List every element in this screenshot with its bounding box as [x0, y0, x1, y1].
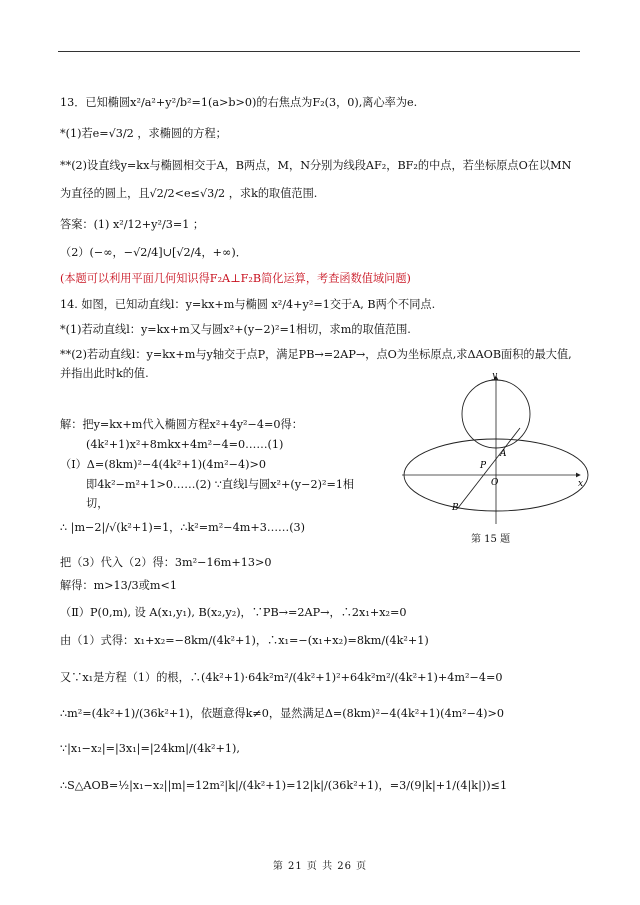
note-red: (本题可以利用平面几何知识得F₂A⊥F₂B简化运算，考查函数值域问题)	[60, 272, 411, 285]
solution-intro: 解：把y=kx+m代入椭圆方程x²+4y²−4=0得：	[60, 418, 303, 431]
header-rule	[58, 51, 580, 52]
solution-tangent: ∴ |m−2|/√(k²+1)=1，∴k²=m²−4m+3……(3)	[60, 521, 306, 534]
figure-caption: 第 15 题	[471, 534, 511, 545]
problem-13-part1: *(1)若e=√3/2 ，求椭圆的方程；	[60, 127, 227, 140]
ellipse-circle-diagram	[398, 368, 590, 526]
solution-x-diff: ∵|x₁−x₂|=|3x₁|=|24km|/(4k²+1),	[60, 742, 240, 755]
solution-substitute: 把（3）代入（2）得：3m²−16m+13>0	[60, 556, 272, 569]
solution-part2-setup: （Ⅱ）P(0,m), 设 A(x₁,y₁), B(x₂,y₂)，∵PB→=2AP→，∴2x₁+x₂=0	[60, 606, 407, 619]
problem-14-part1: *(1)若动直线l：y=kx+m又与圆x²+(y−2)²=1相切，求m的取值范围.	[60, 323, 411, 336]
line-l	[458, 428, 520, 508]
label-P: P	[480, 461, 487, 471]
label-x: x	[578, 479, 584, 489]
answer-1: 答案：(1) x²/12+y²/3=1 ；	[60, 218, 205, 231]
solution-vieta: 由（1）式得：x₁+x₂=−8km/(4k²+1)，∴x₁=−(x₁+x₂)=8km/(4k²+1)	[60, 634, 429, 647]
problem-13-part2: **(2)设直线y=kx与椭圆相交于A，B两点，M，N分别为线段AF₂，BF₂的中点，若坐标原点O在以MN	[60, 159, 572, 172]
label-A: A	[500, 449, 507, 459]
solution-root: 又∵x₁是方程（1）的根，∴(4k²+1)·64k²m²/(4k²+1)²+64k²m²/(4k²+1)+4m²−4=0	[60, 671, 503, 684]
problem-14-part2: **(2)若动直线l：y=kx+m与y轴交于点P，满足PB→=2AP→，点O为坐标原点,求ΔAOB面积的最大值,	[60, 348, 572, 361]
answer-2: （2）(−∞，−√2/4]∪[√2/4，+∞)．	[60, 246, 247, 259]
problem-figure	[398, 368, 590, 526]
page-footer: 第 21 页 共 26 页	[272, 861, 368, 872]
problem-13-part2-cont: 为直径的圆上，且√2/2<e≤√3/2 ，求k的取值范围.	[60, 187, 318, 200]
problem-14-stem: 14. 如图，已知动直线l：y=kx+m与椭圆 x²/4+y²=1交于A, B两个不同点.	[60, 298, 436, 311]
solution-area: ∴S△AOB=½|x₁−x₂||m|=12m²|k|/(4k²+1)=12|k|/(36k²+1)，=3/(9|k|+1/(4|k|))≤1	[60, 779, 508, 792]
label-y: y	[492, 371, 498, 381]
label-O: O	[491, 478, 499, 488]
solution-m2: ∴m²=(4k²+1)/(36k²+1)，依题意得k≠0，显然满足Δ=(8km)²−4(4k²+1)(4m²−4)>0	[60, 707, 505, 720]
solution-eq1: (4k²+1)x²+8mkx+4m²−4=0……(1)	[86, 438, 284, 451]
label-B: B	[452, 503, 459, 513]
problem-14-part2-cont: 并指出此时k的值.	[60, 367, 149, 380]
problem-13-stem: 13．已知椭圆x²/a²+y²/b²=1(a>b>0)的右焦点为F₂(3，0),离心率为e.	[60, 96, 418, 109]
solution-delta: （Ⅰ）Δ=(8km)²−4(4k²+1)(4m²−4)>0	[60, 458, 266, 471]
solution-eq2: 即4k²−m²+1>0……(2) ∵直线l与圆x²+(y−2)²=1相	[86, 478, 355, 491]
solution-m-range: 解得：m>13/3或m<1	[60, 579, 177, 592]
solution-eq2-cont: 切，	[86, 497, 109, 510]
